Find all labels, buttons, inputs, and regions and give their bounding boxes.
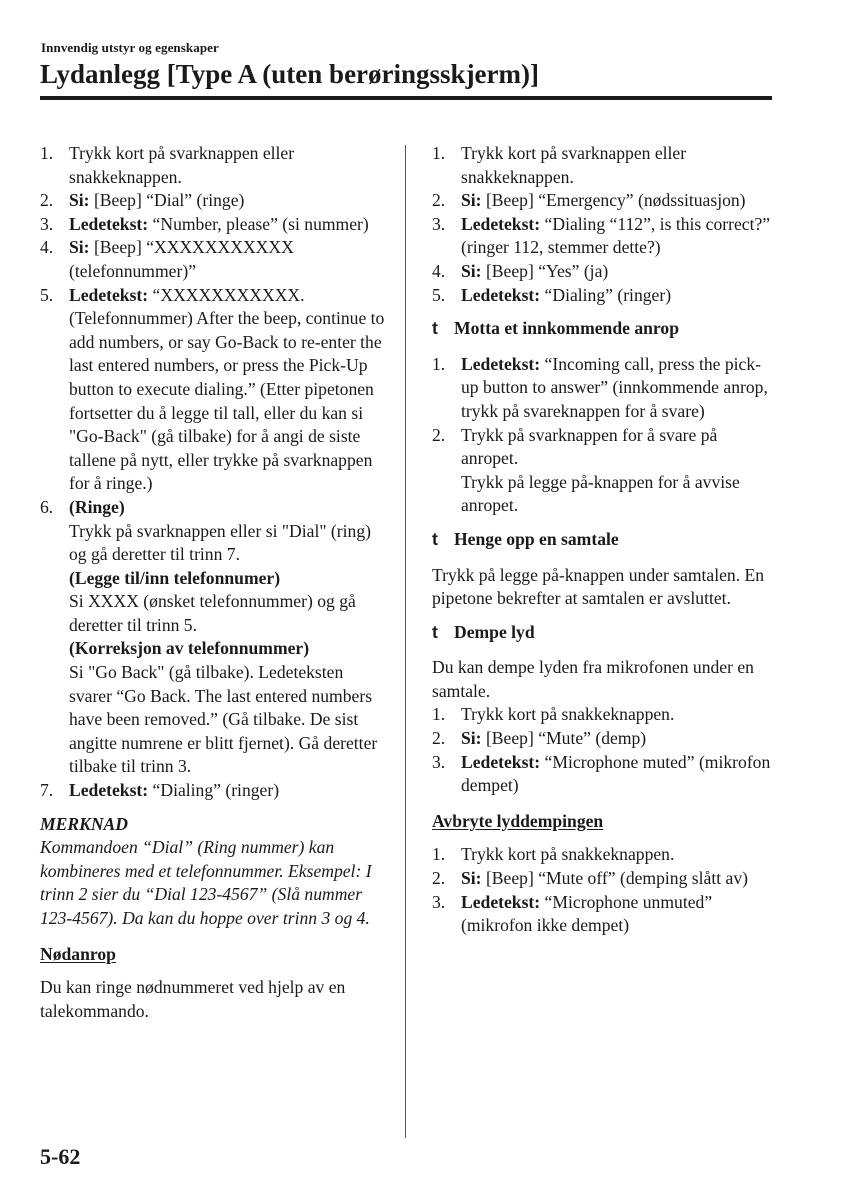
step-keyword: Ledetekst: — [461, 891, 541, 912]
step-keyword: Ledetekst: — [69, 284, 149, 305]
step-text: [Beep] “Emergency” (nødssituasjon) — [481, 190, 746, 211]
step-number: 2. — [432, 868, 446, 889]
option-text: Si XXXX (ønsket telefonnummer) og gå deretter til trinn 5. — [69, 591, 356, 635]
list-item — [40, 779, 385, 803]
step-number: 1. — [432, 704, 446, 725]
incoming-call-heading — [432, 317, 777, 341]
mute-heading — [432, 621, 777, 645]
list-item — [432, 284, 777, 308]
step-text: Trykk på legge på-knappen for å avvise anropet. — [461, 471, 740, 516]
list-item — [432, 891, 777, 938]
step-keyword: Ledetekst: — [461, 751, 541, 772]
list-item — [40, 496, 385, 779]
left-column — [40, 142, 385, 1023]
option-heading: (Legge til/inn telefonnumer) — [69, 567, 281, 588]
page-number: 5-62 — [40, 1144, 81, 1169]
step-number: 3. — [40, 213, 54, 234]
list-item — [40, 213, 385, 237]
step-number: 6. — [40, 496, 54, 517]
emergency-text: Du kan ringe nødnummeret ved hjelp av en talekommando. — [40, 977, 346, 1021]
list-item — [432, 703, 777, 727]
step-text: [Beep] “Mute” (demp) — [481, 728, 647, 749]
step-keyword: Ledetekst: — [461, 353, 541, 374]
mute-steps — [432, 703, 777, 797]
step-number: 5. — [40, 284, 54, 305]
heading-text: Dempe lyd — [454, 621, 535, 642]
step-number: 1. — [432, 353, 446, 374]
step-number: 1. — [40, 143, 54, 163]
heading-text: Motta et innkommende anrop — [454, 318, 679, 339]
step-text: “Dialing” (ringer) — [148, 780, 280, 801]
step-number: 3. — [432, 891, 446, 912]
dial-steps — [40, 142, 385, 803]
incoming-call-steps — [432, 353, 777, 518]
step-text: [Beep] “Mute off” (demping slått av) — [481, 868, 748, 889]
step-keyword: Si: — [461, 190, 482, 211]
list-item — [432, 260, 777, 284]
step-text: [Beep] “Yes” (ja) — [481, 260, 609, 281]
emergency-heading: Nødanrop — [40, 943, 116, 964]
step-text: Trykk kort på snakkeknappen. — [461, 844, 675, 865]
bullet-marker-icon: t — [432, 528, 438, 549]
step-text: “Incoming call, press the pick-up button to answer” (innkommende anrop, trykk på svareknappen for å svare) — [461, 353, 768, 421]
right-column — [432, 142, 777, 938]
emergency-steps — [432, 142, 777, 307]
page-title: Lydanlegg [Type A (uten berøringsskjerm)] — [40, 59, 539, 89]
step-text: Trykk kort på svarknappen eller snakkeknappen. — [461, 143, 687, 187]
list-item — [432, 142, 777, 189]
step-keyword: Ledetekst: — [461, 284, 541, 305]
step-number: 4. — [432, 260, 446, 281]
step-number: 3. — [432, 751, 446, 772]
hang-up-heading — [432, 528, 777, 552]
step-number: 2. — [432, 190, 446, 211]
step-number: 3. — [432, 213, 446, 234]
step-text: [Beep] “XXXXXXXXXXX (telefonnummer)” — [69, 237, 294, 281]
unmute-heading: Avbryte lyddempingen — [432, 810, 604, 831]
note-body: Kommandoen “Dial” (Ring nummer) kan kombineres med et telefonnummer. Eksempel: I trinn 2 sier du “Dial 123-4567” (Slå nummer 123-4567). Da kan du hoppe over trinn 3 og 4. — [40, 837, 372, 928]
option-text: Si "Go Back" (gå tilbake). Ledeteksten svarer “Go Back. The last entered numbers have been removed.” (Gå tilbake. De sist angitte numrene er blitt fjernet). Gå deretter tilbake til trinn 3. — [69, 662, 378, 777]
step-keyword: Si: — [69, 237, 90, 258]
option-text: Trykk på svarknappen eller si "Dial" (ring) og gå deretter til trinn 7. — [69, 520, 371, 565]
step-number: 5. — [432, 284, 446, 305]
bullet-marker-icon: t — [432, 621, 438, 642]
step-number: 1. — [432, 143, 446, 163]
option-heading: (Ringe) — [69, 496, 125, 517]
list-item — [432, 751, 777, 798]
step-text: “XXXXXXXXXXX. (Telefonnummer) After the beep, continue to add numbers, or say Go-Back to re-enter the last entered numbers, or press the Pick-Up button to execute dialing.” (Etter pipetonen fortsetter du å legge til tall, eller du kan si "Go-Back" (gå tilbake) for å angi de siste tallene på nytt, eller trykke på svarknappen for å ringe.) — [69, 284, 385, 494]
title-rule — [40, 96, 772, 100]
step-keyword: Si: — [461, 260, 482, 281]
step-text: [Beep] “Dial” (ringe) — [89, 190, 245, 211]
mute-text: Du kan dempe lyden fra mikrofonen under en samtale. — [432, 657, 754, 701]
option-heading: (Korreksjon av telefonnummer) — [69, 638, 310, 659]
step-keyword: Si: — [461, 728, 482, 749]
section-label: Innvendig utstyr og egenskaper — [41, 40, 219, 55]
step-text: Trykk kort på svarknappen eller snakkeknappen. — [69, 143, 295, 187]
list-item — [432, 424, 777, 518]
step-keyword: Ledetekst: — [69, 780, 149, 801]
step-text: Trykk kort på snakkeknappen. — [461, 704, 675, 725]
step-number: 2. — [432, 728, 446, 749]
step-keyword: Ledetekst: — [461, 213, 541, 234]
step-text: “Microphone muted” (mikrofon dempet) — [461, 751, 771, 796]
list-item — [432, 189, 777, 213]
step-keyword: Si: — [69, 190, 90, 211]
list-item — [432, 843, 777, 867]
step-keyword: Si: — [461, 868, 482, 889]
step-text: “Dialing “112”, is this correct?” (ringer 112, stemmer dette?) — [461, 213, 771, 258]
step-number: 2. — [40, 190, 54, 211]
step-number: 7. — [40, 780, 54, 801]
heading-text: Henge opp en samtale — [454, 528, 619, 549]
list-item — [432, 213, 777, 260]
column-divider — [405, 145, 406, 1138]
step-text: “Dialing” (ringer) — [540, 284, 672, 305]
list-item — [40, 142, 385, 189]
step-text: “Number, please” (si nummer) — [148, 213, 369, 234]
list-item — [40, 284, 385, 496]
list-item — [432, 353, 777, 424]
note-title: MERKNAD — [40, 813, 128, 834]
bullet-marker-icon: t — [432, 318, 438, 339]
list-item — [432, 727, 777, 751]
step-text: Trykk på svarknappen for å svare på anropet. — [461, 424, 718, 469]
list-item — [40, 236, 385, 283]
step-number: 1. — [432, 844, 446, 865]
hang-up-text: Trykk på legge på-knappen under samtalen. En pipetone bekrefter at samtalen er avsluttet. — [432, 564, 765, 609]
step-number: 2. — [432, 424, 446, 445]
unmute-steps — [432, 843, 777, 937]
step-text: “Microphone unmuted” (mikrofon ikke dempet) — [461, 891, 713, 936]
list-item — [40, 189, 385, 213]
list-item — [432, 867, 777, 891]
step-keyword: Ledetekst: — [69, 213, 149, 234]
step-number: 4. — [40, 237, 54, 258]
